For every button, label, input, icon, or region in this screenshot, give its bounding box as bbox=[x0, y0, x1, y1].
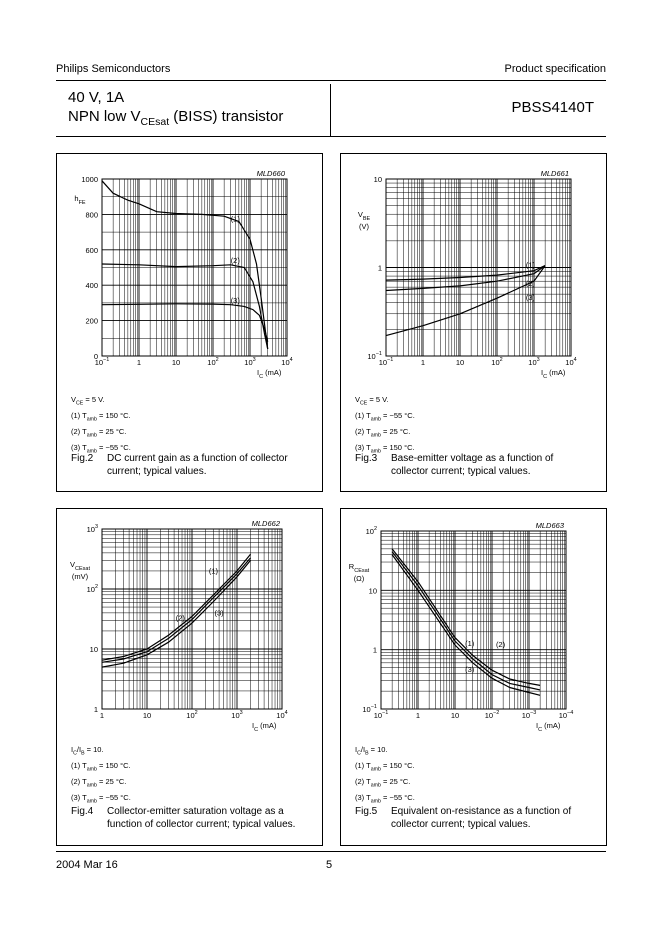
x-tick-label: 103 bbox=[231, 710, 243, 720]
header-rule bbox=[56, 80, 606, 81]
figure-code: MLD660 bbox=[256, 169, 285, 178]
y-tick-label: 600 bbox=[85, 245, 98, 255]
y-tick-label: 10−1 bbox=[362, 704, 377, 714]
series-label-3: (3) bbox=[465, 665, 475, 675]
x-tick-label: 10−1 bbox=[373, 710, 389, 720]
y-grid bbox=[102, 179, 287, 356]
y-axis-label: hFE bbox=[74, 194, 86, 206]
condition-line: (2) $T_{amb} = 25$ °C. bbox=[71, 777, 127, 789]
condition-line: (1) $T_{amb} = 150$ °C. bbox=[71, 761, 131, 773]
x-tick-label: 1 bbox=[415, 711, 421, 720]
y-tick-label: 103 bbox=[86, 524, 98, 534]
x-tick-label: 10−3 bbox=[521, 710, 537, 720]
condition-line: (3) $T_{amb} = -55$ °C. bbox=[71, 793, 131, 805]
y-axis-unit: (mV) bbox=[71, 572, 89, 581]
y-tick-label: 1 bbox=[377, 263, 382, 273]
condition-line: (1) $T_{amb} = -55$ °C. bbox=[355, 411, 415, 423]
y-tick-label: 400 bbox=[85, 281, 98, 291]
title-line-1: 40 V, 1A bbox=[68, 89, 125, 106]
series-label-1: (1) bbox=[465, 639, 475, 649]
x-tick-label: 102 bbox=[207, 357, 219, 367]
x-tick-label: 102 bbox=[491, 357, 503, 367]
x-tick-label: 104 bbox=[565, 357, 577, 367]
footer-date: 2004 Mar 16 bbox=[56, 859, 118, 871]
figure-4-panel bbox=[56, 508, 323, 846]
figure-3-panel bbox=[340, 153, 607, 492]
x-axis-label: IC (mA) bbox=[536, 721, 561, 733]
x-tick-label: 10−2 bbox=[484, 710, 500, 720]
y-axis-unit: (V) bbox=[359, 222, 369, 231]
condition-line: (1) $T_{amb} = 150$ °C. bbox=[71, 411, 131, 423]
figure-5-chart bbox=[341, 509, 608, 889]
x-tick-label: 1 bbox=[420, 358, 426, 367]
condition-line: $I_C/I_B = 10$. bbox=[71, 745, 104, 757]
header-divider bbox=[330, 84, 331, 136]
y-tick-label: 10−1 bbox=[367, 351, 382, 361]
figure-5-conditions bbox=[355, 744, 415, 808]
condition-line: (2) $T_{amb} = 25$ °C. bbox=[355, 777, 411, 789]
condition-line: (3) $T_{amb} = -55$ °C. bbox=[355, 793, 415, 805]
condition-line: $I_C/I_B = 10$. bbox=[355, 745, 388, 757]
y-tick-label: 102 bbox=[365, 526, 377, 536]
x-tick-label: 1 bbox=[99, 711, 105, 720]
condition-line: (2) $T_{amb} = 25$ °C. bbox=[355, 427, 411, 439]
x-tick-label: 104 bbox=[276, 710, 288, 720]
figure-4-caption: Fig.4 Collector-emitter saturation voltage as a function of collector current; typical values. bbox=[71, 806, 296, 830]
x-axis-label: IC (mA) bbox=[541, 368, 566, 380]
series-line-3 bbox=[102, 304, 268, 342]
x-tick-label: 103 bbox=[244, 357, 256, 367]
x-tick-label: 10 bbox=[455, 358, 465, 367]
x-tick-label: 10−4 bbox=[558, 710, 574, 720]
y-tick-label: 1000 bbox=[81, 175, 98, 184]
series-line-2 bbox=[102, 558, 251, 662]
series-label-3: (3) bbox=[214, 608, 224, 618]
x-tick-label: 102 bbox=[186, 710, 198, 720]
series-label-2: (2) bbox=[230, 256, 240, 266]
series-label-2: (2) bbox=[495, 640, 506, 650]
x-grid bbox=[381, 531, 566, 709]
footer-rule bbox=[56, 851, 606, 852]
x-axis-label: IC (mA) bbox=[257, 368, 282, 380]
figure-code: MLD663 bbox=[535, 521, 564, 530]
x-tick-label: 1 bbox=[136, 358, 142, 367]
y-tick-label: 10 bbox=[373, 175, 382, 184]
company-name: Philips Semiconductors bbox=[56, 63, 171, 75]
figure-2-caption: Fig.2 DC current gain as a function of collector current; typical values. bbox=[71, 453, 288, 477]
y-tick-label: 200 bbox=[85, 316, 98, 326]
title-rule bbox=[56, 136, 606, 137]
figure-2-conditions bbox=[71, 394, 131, 458]
y-grid bbox=[381, 531, 566, 709]
figure-3-conditions bbox=[355, 394, 415, 458]
series-label-1: (1) bbox=[230, 214, 240, 224]
y-axis-label: VBE bbox=[357, 210, 371, 222]
y-tick-label: 10 bbox=[368, 586, 377, 596]
y-tick-label: 800 bbox=[85, 210, 98, 220]
x-tick-label: 10−1 bbox=[94, 357, 110, 367]
x-axis-label: IC (mA) bbox=[252, 721, 277, 733]
condition-line: $V_{CE} = 5$ V. bbox=[355, 395, 389, 407]
series-label-2: (2) bbox=[525, 278, 536, 288]
x-tick-label: 10−1 bbox=[378, 357, 394, 367]
document-type: Product specification bbox=[504, 63, 606, 75]
series-label-3: (3) bbox=[230, 295, 240, 305]
y-axis-label: VCEsat bbox=[70, 560, 90, 572]
figure-5-panel bbox=[340, 508, 607, 846]
y-tick-label: 10 bbox=[89, 645, 98, 654]
part-number: PBSS4140T bbox=[511, 99, 594, 116]
figure-code: MLD662 bbox=[251, 519, 280, 528]
series-label-1: (1) bbox=[208, 566, 219, 576]
figure-5-caption: Fig.5 Equivalent on-resistance as a function of collector current; typical values. bbox=[355, 806, 572, 830]
condition-line: $V_{CE} = 5$ V. bbox=[71, 395, 105, 407]
condition-line: (1) $T_{amb} = 150$ °C. bbox=[355, 761, 415, 773]
y-tick-label: 0 bbox=[93, 352, 98, 361]
condition-line: (2) $T_{amb} = 25$ °C. bbox=[71, 427, 127, 439]
figure-code: MLD661 bbox=[540, 169, 569, 178]
figure-4-conditions bbox=[71, 744, 131, 808]
y-tick-label: 1 bbox=[93, 705, 98, 714]
figure-4-chart bbox=[57, 509, 324, 889]
series-label-2: (2) bbox=[175, 613, 185, 623]
y-axis-unit: (Ω) bbox=[353, 574, 365, 583]
y-tick-label: 1 bbox=[372, 645, 377, 655]
condition-line: (3) $T_{amb} = -55$ °C. bbox=[71, 443, 131, 455]
y-axis-label: RCEsat bbox=[348, 562, 370, 574]
y-tick-label: 102 bbox=[86, 584, 98, 594]
title-line-2: NPN low $V_{CEsat}$ (BISS) transistor bbox=[68, 108, 284, 128]
series-label-3: (3) bbox=[525, 292, 536, 302]
series-label-1: (1) bbox=[525, 260, 536, 270]
page-number: 5 bbox=[326, 859, 333, 871]
x-tick-label: 10 bbox=[171, 358, 181, 367]
x-tick-label: 10 bbox=[450, 711, 460, 720]
x-tick-label: 103 bbox=[528, 357, 540, 367]
figure-3-caption: Fig.3 Base-emitter voltage as a function of collector current; typical values. bbox=[355, 453, 554, 477]
x-tick-label: 10 bbox=[142, 711, 152, 720]
plot-frame bbox=[381, 531, 566, 709]
figure-2-panel bbox=[56, 153, 323, 492]
x-tick-label: 104 bbox=[281, 357, 293, 367]
condition-line: (3) $T_{amb} = 150$ °C. bbox=[355, 443, 415, 455]
